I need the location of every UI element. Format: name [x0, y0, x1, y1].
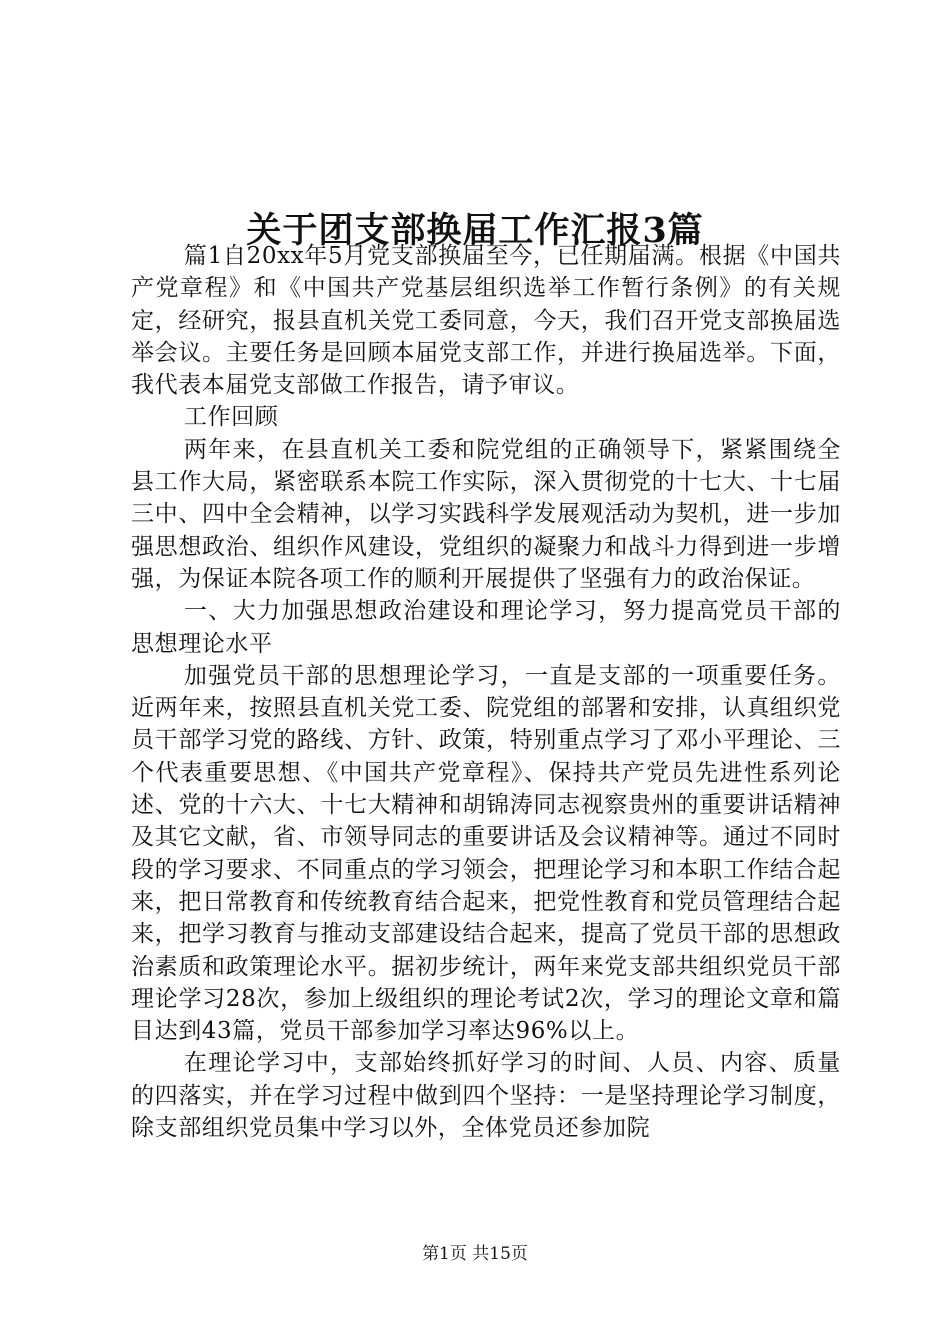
paragraph-study: 加强党员干部的思想理论学习，一直是支部的一项重要任务。近两年来，按照县直机关党工委、院党组的部署和安排，认真组织党员干部学习党的路线、方针、政策，特别重点学习了邓小平理论、三个代表重要思想、《中国共产党章程》、保持共产党员先进性系列论述、党的十六大、十七大精神和胡锦涛同志视察贵州的重要讲话精神及其它文献，省、市领导同志的重要讲话及会议精神等。通过不同时段的学习要求、不同重点的学习领会，把理论学习和本职工作结合起来，把日常教育和传统教育结合起来，把党性教育和党员管理结合起来，把学习教育与推动支部建设结合起来，提高了党员干部的思想政治素质和政策理论水平。据初步统计，两年来党支部共组织党员干部理论学习28次，参加上级组织的理论考试2次，学习的理论文章和篇目达到43篇，党员干部参加学习率达96%以上。: [131, 662, 841, 1045]
paragraph-practice: 在理论学习中，支部始终抓好学习的时间、人员、内容、质量的四落实，并在学习过程中做到四个坚持：一是坚持理论学习制度，除支部组织党员集中学习以外，全体党员还参加院: [131, 1050, 841, 1142]
page-footer: 第1页 共15页: [422, 1244, 528, 1264]
paragraph-review: 两年来，在县直机关工委和院党组的正确领导下，紧紧围绕全县工作大局，紧密联系本院工作实际，深入贯彻党的十七大、十七届三中、四中全会精神，以学习实践科学发展观活动为契机，进一步加强思想政治、组织作风建设，党组织的凝聚力和战斗力得到进一步增强，为保证本院各项工作的顺利开展提供了坚强有力的政治保证。: [131, 436, 841, 592]
section-heading-review: 工作回顾: [183, 404, 279, 431]
paragraph-intro: 篇1自20xx年5月党支部换届至今，已任期届满。根据《中国共产党章程》和《中国共产党基层组织选举工作暂行条例》的有关规定，经研究，报县直机关党工委同意，今天，我们召开党支部换届选举会议。主要任务是回顾本届党支部工作，并进行换届选举。下面，我代表本届党支部做工作报告，请予审议。: [131, 243, 841, 399]
document-body: [131, 240, 841, 1144]
document-title: 关于团支部换届工作汇报3篇: [246, 210, 704, 252]
section-heading-one: 一、大力加强思想政治建设和理论学习，努力提高党员干部的思想理论水平: [131, 598, 841, 657]
